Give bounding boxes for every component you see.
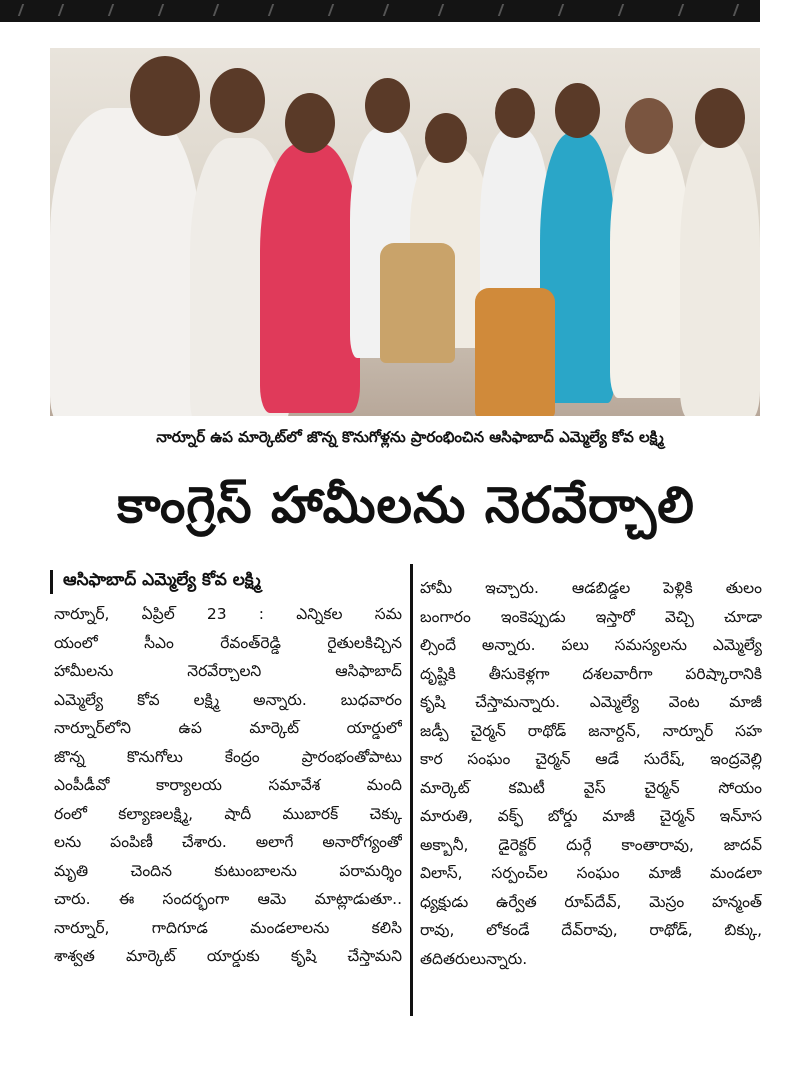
article-line: చారు. ఈ సందర్భంగా ఆమె మాట్లాడుతూ.. [54, 890, 402, 908]
article-line: నార్నూర్, ఏప్రిల్ 23 : ఎన్నికల సమ [54, 605, 402, 623]
column-divider [410, 564, 413, 1016]
article-line: దృష్టికి తీసుకెళ్లగా దశలవారీగా పరిష్కారానికి [420, 664, 762, 683]
headline: కాంగ్రెస్ హామీలను నెరవేర్చాలి [117, 476, 695, 534]
article-line: విలాస్, సర్పంచ్‌ల సంఘం మాజీ మండలా [420, 864, 762, 882]
article-line: హామీ ఇచ్చారు. ఆడబిడ్డల పెళ్లికి తులం [420, 579, 762, 597]
article-line: ఎమ్మెల్యే కోవ లక్ష్మి అన్నారు. బుధవారం [54, 690, 402, 709]
article-line: ఎంపీడీవో కార్యాలయ సమావేశ మంది [54, 776, 402, 794]
article-line: బంగారం ఇంకెప్పుడు ఇస్తారో వెచ్చి చూడా [420, 607, 762, 626]
article-line: మార్కెట్ కమిటీ వైస్ చైర్మన్ సోయం [420, 778, 762, 797]
article-line: రంలో కల్యాణలక్ష్మి, షాదీ ముబారక్ చెక్కు [54, 804, 402, 823]
article-line: నార్నూర్, గాదిగూడ మండలాలను కలిసి [54, 918, 402, 937]
article-column-left [54, 600, 402, 971]
article-line: అక్బానీ, డైరెక్టర్ దుర్గే కాంతారావు, జాదవ్ [420, 835, 762, 854]
news-photo [50, 48, 760, 416]
article-line: మృతి చెందిన కుటుంబాలను పరామర్శిం [54, 861, 402, 880]
article-line: ల్సిందే అన్నారు. పలు సమస్యలను ఎమ్మెల్యే [420, 636, 762, 654]
article-line: కార సంఘం చైర్మన్ ఆడే సురేష్, ఇంద్రవెల్లి [420, 750, 762, 768]
article-line: జడ్పీ చైర్మన్ రాథోడ్ జనార్దన్, నార్నూర్ సహ [420, 721, 762, 740]
article-line: ధ్యక్షుడు ఉర్వేత రూప్‌దేవ్, మెస్రం హన్మంత్ [420, 892, 762, 911]
photo-caption: నార్నూర్ ఉప మార్కెట్‌లో జొన్న కొనుగోళ్లను ప్రారంభించిన ఆసిఫాబాద్ ఎమ్మెల్యే కోవ లక్ష్మి [156, 428, 664, 446]
masthead-band [0, 0, 760, 22]
article-line: యంలో సీఎం రేవంత్‌రెడ్డి రైతులకిచ్చిన [54, 633, 402, 652]
article-column-right [420, 574, 762, 973]
article-line: కృషి చేస్తామన్నారు. ఎమ్మెల్యే వెంట మాజీ [420, 693, 762, 711]
article-line: మారుతి, వక్ఫ్ బోర్డు మాజీ చైర్మన్ ఇనూ్స [420, 807, 762, 825]
article-line: హామీలను నెరవేర్చాలని ఆసిఫాబాద్ [54, 662, 402, 680]
article-line: శాశ్వత మార్కెట్ యార్డుకు కృషి చేస్తామని [54, 947, 402, 965]
article-line: నార్నూర్‌లోని ఉప మార్కెట్ యార్డులో [54, 719, 402, 737]
article-line: లను పంపిణీ చేశారు. అలాగే అనారోగ్యంతో [54, 833, 402, 851]
byline: ఆసిఫాబాద్ ఎమ్మెల్యే కోవ లక్ష్మి [50, 570, 402, 594]
article-line: జొన్న కొనుగోలు కేంద్రం ప్రారంభంతోపాటు [54, 747, 402, 766]
article-line: తదితరులున్నారు. [420, 949, 528, 968]
article-line: రావు, లోకండే దేవ్‌రావు, రాథోడ్, బిక్కు, [420, 921, 762, 939]
